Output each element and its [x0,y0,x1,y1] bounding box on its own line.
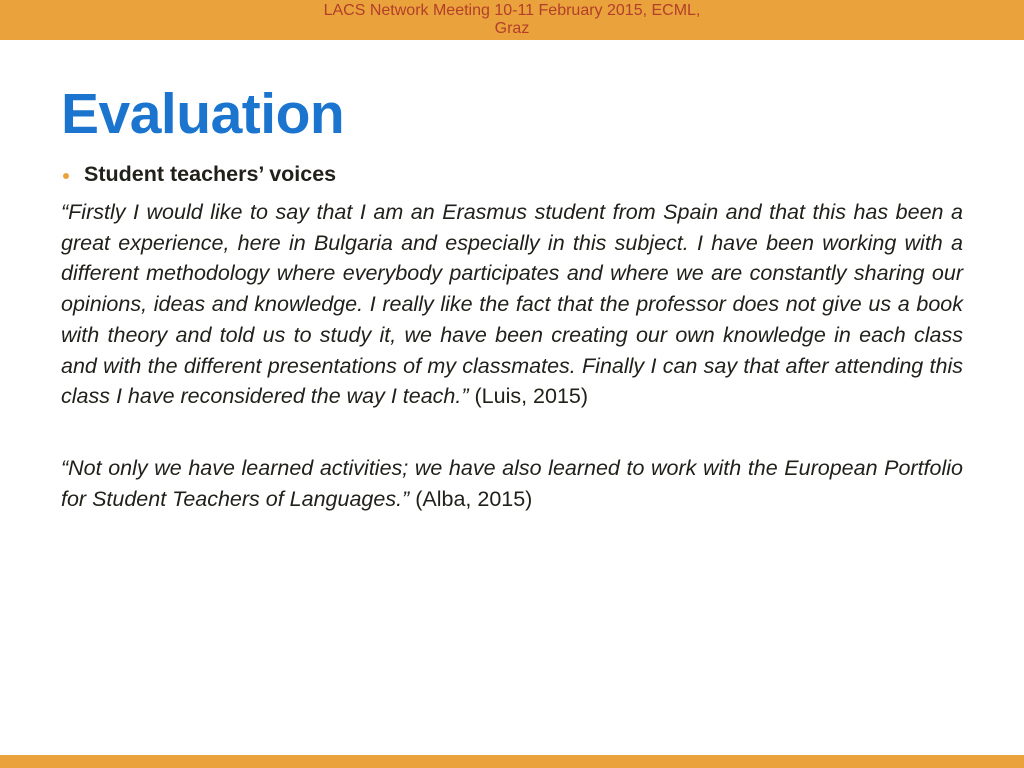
quote-1-attribution: (Luis, 2015) [474,384,589,409]
slide-title: Evaluation [61,82,345,146]
header-title-line2: Graz [494,20,530,37]
header-bar [0,0,1024,40]
header-title-line1: LACS Network Meeting 10-11 February 2015, ECML, [323,1,701,19]
quote-paragraph-2 [61,453,963,514]
bullet-label: Student teachers’ voices [84,162,337,186]
footer-bar [0,755,1024,768]
quote-1-text: “Firstly I would like to say that I am an Erasmus student from Spain and that this has been a great experience, here in Bulgaria and especially in this subject. I have been working with a different methodology where everybody participates and where we are constantly sharing our opinions, ideas and knowledge. I really like the fact that the professor does not give us a book with theory and told us to study it, we have been creating our own knowledge in each class and with the different presentations of my classmates. Finally I can say that after attending this class I have reconsidered the way I teach.” [61,200,963,409]
slide-content [0,84,1024,514]
quote-2-attribution: (Alba, 2015) [415,486,533,511]
bullet-icon [63,173,69,179]
quote-2-text: “Not only we have learned activities; we have also learned to work with the European Portfolio for Student Teachers of Languages.” [61,455,963,511]
bullet-item [61,162,963,187]
quote-paragraph-1 [61,197,963,412]
